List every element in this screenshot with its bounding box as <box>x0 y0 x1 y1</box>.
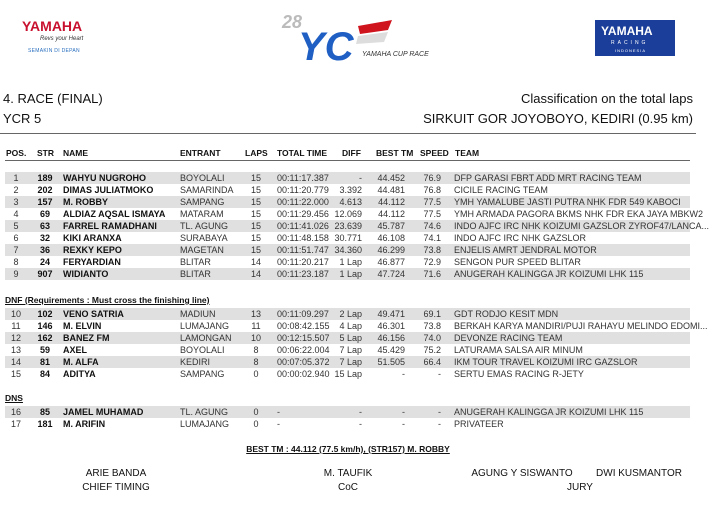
cell-entrant: LUMAJANG <box>180 419 230 429</box>
cell-entrant: MAGETAN <box>180 245 224 255</box>
col-total-time: TOTAL TIME <box>277 148 328 158</box>
cell-best-time: 44.481 <box>377 185 405 195</box>
cell-pos: 4 <box>13 209 19 219</box>
cell-pos: 15 <box>10 369 21 379</box>
cell-best-time: 45.429 <box>377 345 405 355</box>
cell-total-time: - <box>277 419 280 429</box>
svg-text:28: 28 <box>282 12 303 32</box>
cell-team: BERKAH KARYA MANDIRI/PUJI RAHAYU MELINDO EDOMI... <box>454 321 708 331</box>
cell-speed: - <box>438 419 441 429</box>
cell-diff: - <box>359 173 362 183</box>
cell-speed: 77.5 <box>423 197 441 207</box>
cell-speed: 73.8 <box>423 321 441 331</box>
cell-entrant: MADIUN <box>180 309 216 319</box>
cell-diff: 7 Lap <box>339 345 362 355</box>
cell-best-time: 46.877 <box>377 257 405 267</box>
cell-speed: 73.8 <box>423 245 441 255</box>
cell-pos: 9 <box>13 269 19 279</box>
table-row <box>5 184 690 196</box>
cell-best-time: 47.724 <box>377 269 405 279</box>
cell-rider-name: REXKY KEPO <box>63 245 122 255</box>
svg-text:YC: YC <box>298 25 354 69</box>
cell-best-time: 46.108 <box>377 233 405 243</box>
table-row <box>5 268 690 280</box>
cell-best-time: 44.112 <box>378 197 405 207</box>
cell-str: 84 <box>39 369 50 379</box>
cell-str: 81 <box>39 357 50 367</box>
cell-laps: 15 <box>250 197 261 207</box>
circuit-name: SIRKUIT GOR JOYOBOYO, KEDIRI (0.95 km) <box>423 111 693 126</box>
cell-best-time: 51.505 <box>377 357 405 367</box>
cell-total-time: 00:12:15.507 <box>277 333 330 343</box>
cell-laps: 0 <box>253 407 259 417</box>
cell-total-time: 00:11:09.297 <box>277 309 329 319</box>
cell-pos: 8 <box>13 257 19 267</box>
cell-laps: 8 <box>253 357 259 367</box>
cell-team: LATURAMA SALSA AIR MINUM <box>454 345 583 355</box>
cell-team: YMH YAMALUBE JASTI PUTRA NHK FDR 549 KABOCI <box>454 197 681 207</box>
jury-role: JURY <box>567 482 593 493</box>
cell-diff: 5 Lap <box>339 333 362 343</box>
cell-team: INDO AJFC IRC NHK GAZSLOR <box>454 233 587 243</box>
cell-team: ENJELIS AMRT JENDRAL MOTOR <box>454 245 597 255</box>
cell-best-time: - <box>402 369 405 379</box>
race-title: 4. RACE (FINAL) <box>3 91 103 106</box>
cell-rider-name: M. ARIFIN <box>63 419 106 429</box>
cell-laps: 8 <box>253 345 259 355</box>
cell-speed: 76.8 <box>423 185 441 195</box>
table-row <box>5 208 704 220</box>
cell-team: PRIVATEER <box>454 419 504 429</box>
cell-entrant: KEDIRI <box>180 357 211 367</box>
col-best-tm: BEST TM <box>376 148 414 158</box>
coc-name: M. TAUFIK <box>323 468 373 479</box>
cell-str: 102 <box>37 309 53 319</box>
cell-laps: 13 <box>250 309 261 319</box>
cell-total-time: 00:11:41.026 <box>277 221 329 231</box>
cell-str: 157 <box>37 197 53 207</box>
cell-diff: 34.360 <box>334 245 362 255</box>
cell-pos: 1 <box>13 173 19 183</box>
cell-best-time: 46.299 <box>377 245 405 255</box>
cell-diff: 23.639 <box>334 221 362 231</box>
cell-best-time: 46.301 <box>377 321 405 331</box>
cell-laps: 15 <box>250 245 261 255</box>
cell-diff: - <box>359 407 362 417</box>
cell-team: ANUGERAH KALINGGA JR KOIZUMI LHK 115 <box>454 269 644 279</box>
cell-diff: 15 Lap <box>334 369 362 379</box>
cell-pos: 16 <box>10 407 21 417</box>
cell-laps: 15 <box>250 173 261 183</box>
cell-rider-name: ADITYA <box>63 369 96 379</box>
table-row <box>5 418 690 430</box>
dns-section-title: DNS <box>5 393 23 403</box>
ycr-logo <box>280 8 429 69</box>
cell-best-time: 44.452 <box>377 173 405 183</box>
cell-speed: 74.6 <box>423 221 441 231</box>
cell-team: IKM TOUR TRAVEL KOIZUMI IRC GAZSLOR <box>454 357 638 367</box>
table-row <box>5 256 690 268</box>
cell-laps: 15 <box>250 221 261 231</box>
cell-diff: - <box>359 419 362 429</box>
cell-speed: 69.1 <box>423 309 441 319</box>
cell-rider-name: M. ROBBY <box>63 197 108 207</box>
col-laps: LAPS <box>245 148 268 158</box>
cell-str: 59 <box>39 345 50 355</box>
cell-entrant: TL. AGUNG <box>180 407 229 417</box>
table-row <box>5 406 690 418</box>
cell-diff: 12.069 <box>334 209 362 219</box>
cell-best-time: 46.156 <box>377 333 405 343</box>
cell-pos: 17 <box>10 419 21 429</box>
cell-diff: 1 Lap <box>339 257 362 267</box>
cell-rider-name: FERYARDIAN <box>63 257 121 267</box>
col-str: STR <box>37 148 54 158</box>
cell-pos: 11 <box>11 321 21 331</box>
col-diff: DIFF <box>342 148 361 158</box>
cell-rider-name: BANEZ FM <box>63 333 110 343</box>
cell-str: 162 <box>37 333 53 343</box>
cell-total-time: 00:11:51.747 <box>277 245 329 255</box>
table-row <box>5 320 708 332</box>
cell-pos: 6 <box>13 233 19 243</box>
table-row <box>5 308 690 320</box>
cell-str: 36 <box>39 245 50 255</box>
best-lap-summary: BEST TM : 44.112 (77.5 km/h), (STR157) M. ROBBY <box>246 444 450 454</box>
cell-speed: - <box>438 407 441 417</box>
cell-team: YMH ARMADA PAGORA BKMS NHK FDR EKA JAYA MBKW2 <box>454 209 704 219</box>
cell-team: SENGON PUR SPEED BLITAR <box>454 257 581 267</box>
cell-team: INDO AJFC IRC NHK KOIZUMI GAZSLOR ZYROF47/LANCA... <box>454 221 709 231</box>
chief-timing-role: CHIEF TIMING <box>82 482 150 493</box>
table-row <box>5 332 690 344</box>
cell-total-time: 00:11:17.387 <box>277 173 329 183</box>
cell-rider-name: KIKI ARANXA <box>63 233 122 243</box>
table-row <box>5 196 690 208</box>
cell-best-time: - <box>402 407 405 417</box>
cell-laps: 0 <box>253 419 259 429</box>
cell-laps: 14 <box>250 257 261 267</box>
cell-entrant: MATARAM <box>180 209 224 219</box>
cell-entrant: SAMARINDA <box>180 185 234 195</box>
cell-str: 202 <box>37 185 53 195</box>
cell-rider-name: FARREL RAMADHANI <box>63 221 157 231</box>
cell-diff: 2 Lap <box>339 309 362 319</box>
cell-total-time: 00:11:22.000 <box>277 197 329 207</box>
cell-speed: 75.2 <box>423 345 441 355</box>
cell-laps: 10 <box>250 333 261 343</box>
cell-rider-name: WIDIANTO <box>63 269 109 279</box>
cell-total-time: 00:08:42.155 <box>277 321 330 331</box>
cell-total-time: 00:07:05.372 <box>277 357 330 367</box>
table-row <box>5 244 690 256</box>
cell-rider-name: VENO SATRIA <box>63 309 124 319</box>
cell-pos: 7 <box>13 245 19 255</box>
cell-rider-name: DIMAS JULIATMOKO <box>63 185 154 195</box>
cell-speed: 66.4 <box>423 357 441 367</box>
col-team: TEAM <box>455 148 480 158</box>
cell-speed: 74.0 <box>423 333 441 343</box>
col-name: NAME <box>63 148 89 158</box>
cell-str: 189 <box>37 173 53 183</box>
cell-best-time: 49.471 <box>377 309 405 319</box>
cell-speed: - <box>438 369 441 379</box>
cell-rider-name: WAHYU NUGROHO <box>63 173 146 183</box>
cell-total-time: 00:11:48.158 <box>277 233 329 243</box>
cell-speed: 72.9 <box>423 257 441 267</box>
cell-pos: 2 <box>13 185 19 195</box>
cell-total-time: 00:11:20.779 <box>277 185 329 195</box>
cell-diff: 7 Lap <box>339 357 362 367</box>
cell-total-time: 00:11:20.217 <box>277 257 329 267</box>
cell-team: DFP GARASI FBRT ADD MRT RACING TEAM <box>454 173 642 183</box>
cell-speed: 77.5 <box>423 209 441 219</box>
cell-rider-name: JAMEL MUHAMAD <box>63 407 144 417</box>
col-entrant: ENTRANT <box>180 148 221 158</box>
table-row <box>5 356 690 368</box>
cell-str: 907 <box>37 269 53 279</box>
cell-str: 181 <box>37 419 53 429</box>
cell-laps: 15 <box>250 185 261 195</box>
cell-diff: 30.771 <box>334 233 362 243</box>
yamaha-racing-logo: YAMAHA RACING INDONESIA <box>595 20 675 56</box>
cell-str: 69 <box>39 209 50 219</box>
cell-diff: 1 Lap <box>339 269 362 279</box>
dnf-section-title: DNF (Requirements : Must cross the finishing line) <box>5 295 210 305</box>
table-row <box>5 232 690 244</box>
cell-best-time: 45.787 <box>377 221 405 231</box>
cell-rider-name: M. ELVIN <box>63 321 102 331</box>
col-pos: POS. <box>6 148 27 158</box>
table-row <box>5 368 690 380</box>
cell-laps: 0 <box>253 369 259 379</box>
cell-speed: 76.9 <box>423 173 441 183</box>
table-row <box>5 344 690 356</box>
cell-total-time: 00:11:23.187 <box>277 269 329 279</box>
cell-entrant: LAMONGAN <box>180 333 232 343</box>
table-row <box>5 172 690 184</box>
cell-entrant: LUMAJANG <box>180 321 230 331</box>
cell-total-time: 00:06:22.004 <box>277 345 330 355</box>
cell-str: 32 <box>39 233 50 243</box>
cell-total-time: 00:11:29.456 <box>277 209 329 219</box>
cell-entrant: TL. AGUNG <box>180 221 229 231</box>
chief-timing-name: ARIE BANDA <box>85 468 147 479</box>
cell-laps: 11 <box>251 321 261 331</box>
cell-str: 63 <box>39 221 50 231</box>
cell-diff: 4.613 <box>339 197 362 207</box>
cell-entrant: BLITAR <box>180 257 211 267</box>
cell-diff: 3.392 <box>339 185 362 195</box>
cell-team: ANUGERAH KALINGGA JR KOIZUMI LHK 115 <box>454 407 644 417</box>
cell-pos: 10 <box>10 309 21 319</box>
cell-total-time: 00:00:02.940 <box>277 369 330 379</box>
cell-best-time: 44.112 <box>378 209 405 219</box>
cell-diff: 4 Lap <box>339 321 362 331</box>
header-divider <box>0 133 696 134</box>
cell-entrant: BOYOLALI <box>180 173 225 183</box>
cell-speed: 71.6 <box>423 269 441 279</box>
yamaha-logo: YAMAHA Revs your Heart SEMAKIN DI DEPAN <box>22 18 84 54</box>
cell-team: DEVONZE RACING TEAM <box>454 333 563 343</box>
cell-rider-name: ALDIAZ AQSAL ISMAYA <box>63 209 166 219</box>
cell-rider-name: M. ALFA <box>63 357 99 367</box>
col-speed: SPEED <box>420 148 449 158</box>
jury-member-1: AGUNG Y SISWANTO <box>471 468 573 479</box>
cell-entrant: SURABAYA <box>180 233 228 243</box>
cell-speed: 74.1 <box>423 233 441 243</box>
cell-rider-name: AXEL <box>63 345 88 355</box>
cell-str: 146 <box>37 321 53 331</box>
cell-entrant: BLITAR <box>180 269 211 279</box>
cell-total-time: - <box>277 407 280 417</box>
svg-text:YAMAHA CUP RACE: YAMAHA CUP RACE <box>362 51 429 58</box>
cell-str: 24 <box>39 257 50 267</box>
cell-laps: 15 <box>250 209 261 219</box>
cell-laps: 15 <box>250 233 261 243</box>
cell-entrant: SAMPANG <box>180 197 225 207</box>
cell-team: GDT RODJO KESIT MDN <box>454 309 559 319</box>
table-row <box>5 220 709 232</box>
cell-laps: 14 <box>250 269 261 279</box>
cell-pos: 3 <box>13 197 19 207</box>
cell-team: SERTU EMAS RACING R-JETY <box>454 369 584 379</box>
cell-pos: 12 <box>10 333 21 343</box>
cell-best-time: - <box>402 419 405 429</box>
cell-pos: 13 <box>10 345 21 355</box>
table-header-divider <box>5 160 690 161</box>
cell-pos: 5 <box>13 221 19 231</box>
cell-team: CICILE RACING TEAM <box>454 185 548 195</box>
class-title: YCR 5 <box>3 111 42 126</box>
classification-note: Classification on the total laps <box>521 91 693 106</box>
cell-entrant: SAMPANG <box>180 369 225 379</box>
coc-role: CoC <box>337 482 358 493</box>
jury-member-2: DWI KUSMANTOR <box>596 468 682 479</box>
cell-pos: 14 <box>10 357 21 367</box>
cell-str: 85 <box>39 407 50 417</box>
cell-entrant: BOYOLALI <box>180 345 225 355</box>
